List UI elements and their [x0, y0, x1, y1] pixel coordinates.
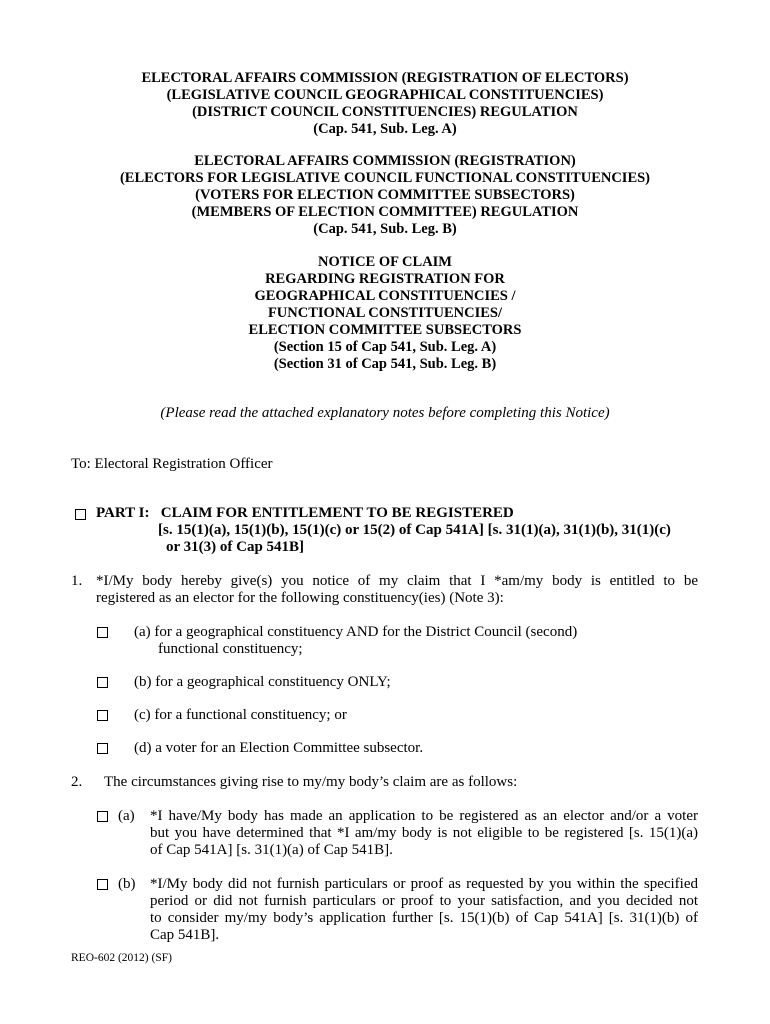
circumstance-b-text: Cap 541B]. [150, 927, 220, 943]
option-a-label: functional constituency; [158, 641, 303, 657]
notice-title-line: GEOGRAPHICAL CONSTITUENCIES / [254, 288, 516, 304]
option-c-label: (c) for a functional constituency; or [134, 707, 347, 723]
option-d-label: (d) a voter for an Election Committee subsector. [134, 740, 424, 756]
part-one-heading: PART I: CLAIM FOR ENTITLEMENT TO BE REGISTERED [96, 505, 514, 521]
option-b-label: (b) for a geographical constituency ONLY; [134, 674, 391, 690]
item-one-text: *I/My body hereby give(s) you notice of my claim that I *am/my body is entitled to be [96, 573, 698, 589]
item-number: 1. [71, 573, 83, 589]
notice-title-line: REGARDING REGISTRATION FOR [265, 271, 505, 287]
notice-title-line: NOTICE OF CLAIM [318, 254, 452, 270]
header-b-line: ELECTORAL AFFAIRS COMMISSION (REGISTRATION) [194, 153, 576, 169]
notice-title-line: FUNCTIONAL CONSTITUENCIES/ [267, 305, 503, 321]
header-a-line: ELECTORAL AFFAIRS COMMISSION (REGISTRATION OF ELECTORS) [141, 70, 629, 86]
circumstance-a-text: but you have determined that *I am/my body is not eligible to be registered [s. 15(1)(a) [150, 825, 698, 841]
header-a-line: (LEGISLATIVE COUNCIL GEOGRAPHICAL CONSTITUENCIES) [166, 87, 604, 103]
circumstance-b-text: *I/My body did not furnish particulars or proof as requested by you within the specified [150, 876, 698, 892]
circumstance-b-label: (b) [118, 876, 136, 892]
circumstance-a-text: of Cap 541A] [s. 31(1)(a) of Cap 541B]. [150, 842, 393, 858]
option-a-label: (a) for a geographical constituency AND for the District Council (second) [134, 624, 578, 640]
header-b-line: (ELECTORS FOR LEGISLATIVE COUNCIL FUNCTIONAL CONSTITUENCIES) [119, 170, 651, 186]
instruction-note: (Please read the attached explanatory notes before completing this Notice) [160, 405, 610, 421]
circumstance-b-checkbox[interactable] [97, 879, 108, 890]
circumstance-a-text: *I have/My body has made an application to be registered as an elector and/or a voter [150, 808, 698, 824]
circumstance-b-text: period or did not furnish particulars or proof to your satisfaction, and you decided not [150, 893, 698, 909]
header-a-line: (Cap. 541, Sub. Leg. A) [313, 121, 457, 137]
header-b-line: (Cap. 541, Sub. Leg. B) [313, 221, 457, 237]
header-b-line: (VOTERS FOR ELECTION COMMITTEE SUBSECTORS) [195, 187, 575, 203]
part-one-checkbox[interactable] [75, 509, 86, 520]
option-d-checkbox[interactable] [97, 743, 108, 754]
addressee: To: Electoral Registration Officer [71, 456, 273, 472]
part-one-reference: [s. 15(1)(a), 15(1)(b), 15(1)(c) or 15(2) of Cap 541A] [s. 31(1)(a), 31(1)(b), 31(1)(c) [158, 522, 671, 538]
form-reference-footer: REO-602 (2012) (SF) [71, 952, 172, 964]
notice-title-line: (Section 31 of Cap 541, Sub. Leg. B) [273, 356, 497, 372]
circumstance-b-text: to consider my/my body’s application further [s. 15(1)(b) of Cap 541A] [s. 31(1)(b) of [150, 910, 698, 926]
item-two-intro: The circumstances giving rise to my/my body’s claim are as follows: [104, 774, 518, 790]
circumstance-a-checkbox[interactable] [97, 811, 108, 822]
option-c-checkbox[interactable] [97, 710, 108, 721]
item-number: 2. [71, 774, 83, 790]
part-one-reference: or 31(3) of Cap 541B] [166, 539, 305, 555]
option-b-checkbox[interactable] [97, 677, 108, 688]
notice-title-line: ELECTION COMMITTEE SUBSECTORS [248, 322, 522, 338]
notice-title-line: (Section 15 of Cap 541, Sub. Leg. A) [273, 339, 497, 355]
item-one-text: registered as an elector for the following constituency(ies) (Note 3): [96, 590, 504, 606]
header-a-line: (DISTRICT COUNCIL CONSTITUENCIES) REGULATION [192, 104, 578, 120]
option-a-checkbox[interactable] [97, 627, 108, 638]
circumstance-a-label: (a) [118, 808, 135, 824]
header-b-line: (MEMBERS OF ELECTION COMMITTEE) REGULATION [191, 204, 579, 220]
